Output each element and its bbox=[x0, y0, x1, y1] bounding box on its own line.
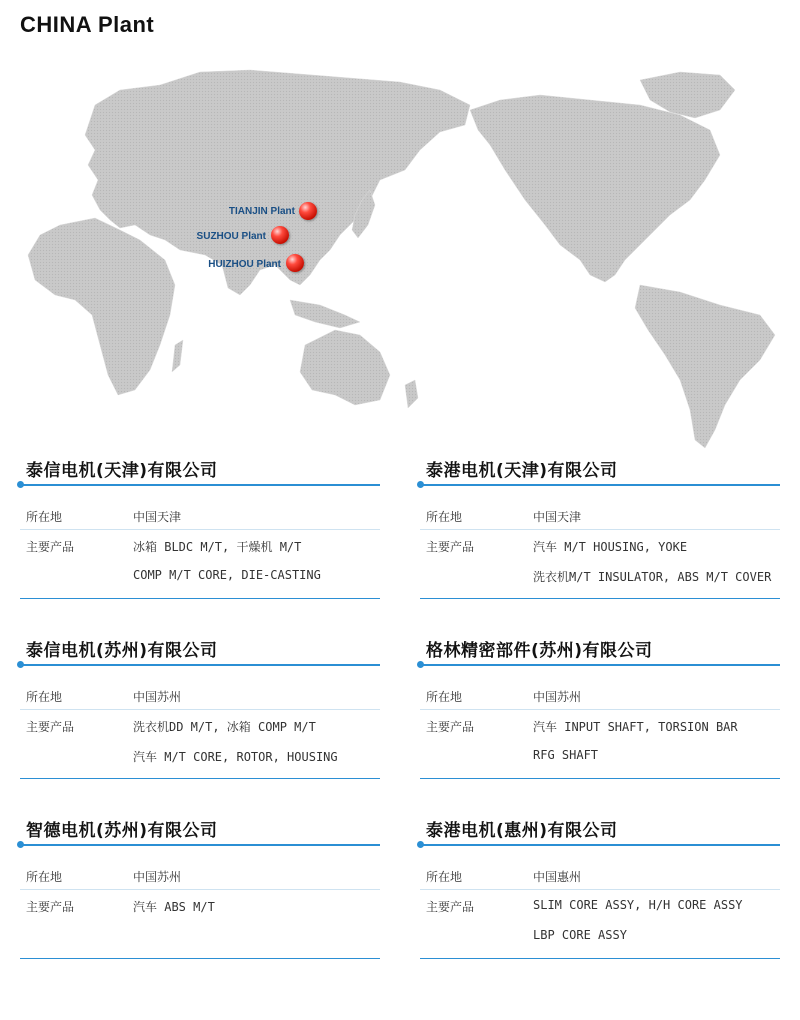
marker-label-huizhou[interactable]: HUIZHOU Plant bbox=[208, 259, 281, 270]
company-name: 格林精密部件(苏州)有限公司 bbox=[426, 641, 653, 661]
company-card bbox=[420, 816, 780, 966]
red-ball-marker-icon[interactable] bbox=[271, 226, 289, 244]
southeast-asia-islands bbox=[290, 300, 360, 328]
red-ball-marker-icon[interactable] bbox=[299, 202, 317, 220]
bullet-dot-icon bbox=[17, 481, 24, 488]
product-line: 汽车 ABS M/T bbox=[133, 900, 215, 914]
products-label: 主要产品 bbox=[426, 540, 475, 554]
south-america-landmass bbox=[635, 285, 775, 448]
product-line: LBP CORE ASSY bbox=[533, 928, 627, 942]
card-divider bbox=[420, 664, 780, 666]
card-bottom-line bbox=[420, 778, 780, 779]
north-america-landmass bbox=[470, 95, 720, 282]
location-label: 所在地 bbox=[26, 690, 63, 704]
location-label: 所在地 bbox=[26, 510, 63, 524]
world-map bbox=[0, 60, 800, 460]
row-separator bbox=[20, 709, 380, 710]
madagascar-landmass bbox=[172, 340, 183, 372]
location-label: 所在地 bbox=[426, 510, 463, 524]
location-value: 中国惠州 bbox=[533, 870, 582, 884]
bullet-dot-icon bbox=[17, 841, 24, 848]
location-label: 所在地 bbox=[426, 870, 463, 884]
card-divider bbox=[20, 484, 380, 486]
products-label: 主要产品 bbox=[426, 720, 475, 734]
row-separator bbox=[420, 889, 780, 890]
location-value: 中国苏州 bbox=[533, 690, 582, 704]
card-bottom-line bbox=[420, 958, 780, 959]
location-label: 所在地 bbox=[426, 690, 463, 704]
card-bottom-line bbox=[20, 778, 380, 779]
world-map-graphic bbox=[0, 60, 800, 460]
card-bottom-line bbox=[420, 598, 780, 599]
product-line: 冰箱 BLDC M/T, 干燥机 M/T bbox=[133, 540, 302, 554]
australia-landmass bbox=[300, 330, 390, 405]
location-value: 中国天津 bbox=[133, 510, 182, 524]
marker-label-suzhou[interactable]: SUZHOU Plant bbox=[196, 231, 266, 242]
company-name: 泰港电机(惠州)有限公司 bbox=[426, 821, 618, 841]
row-separator bbox=[20, 529, 380, 530]
company-card bbox=[20, 636, 380, 786]
product-line: 汽车 INPUT SHAFT, TORSION BAR bbox=[533, 720, 738, 734]
row-separator bbox=[420, 709, 780, 710]
company-card bbox=[420, 636, 780, 786]
card-divider bbox=[420, 844, 780, 846]
bullet-dot-icon bbox=[417, 841, 424, 848]
products-label: 主要产品 bbox=[26, 900, 75, 914]
products-label: 主要产品 bbox=[26, 540, 75, 554]
page-title: CHINA Plant bbox=[20, 12, 155, 37]
company-card bbox=[20, 456, 380, 606]
company-card bbox=[420, 456, 780, 606]
company-name: 智德电机(苏州)有限公司 bbox=[26, 821, 218, 841]
card-divider bbox=[420, 484, 780, 486]
card-divider bbox=[20, 844, 380, 846]
company-name: 泰港电机(天津)有限公司 bbox=[426, 461, 618, 481]
products-label: 主要产品 bbox=[426, 900, 475, 914]
product-line: RFG SHAFT bbox=[533, 748, 599, 762]
location-value: 中国天津 bbox=[533, 510, 582, 524]
product-line: SLIM CORE ASSY, H/H CORE ASSY bbox=[533, 898, 743, 912]
company-card bbox=[20, 816, 380, 966]
bullet-dot-icon bbox=[417, 481, 424, 488]
location-label: 所在地 bbox=[26, 870, 63, 884]
card-bottom-line bbox=[20, 598, 380, 599]
product-line: 洗衣机DD M/T, 冰箱 COMP M/T bbox=[133, 720, 316, 734]
location-value: 中国苏州 bbox=[133, 870, 182, 884]
bullet-dot-icon bbox=[17, 661, 24, 668]
card-bottom-line bbox=[20, 958, 380, 959]
company-name: 泰信电机(苏州)有限公司 bbox=[26, 641, 218, 661]
product-line: 汽车 M/T HOUSING, YOKE bbox=[533, 540, 688, 554]
card-divider bbox=[20, 664, 380, 666]
red-ball-marker-icon[interactable] bbox=[286, 254, 304, 272]
product-line: 汽车 M/T CORE, ROTOR, HOUSING bbox=[133, 750, 338, 764]
location-value: 中国苏州 bbox=[133, 690, 182, 704]
product-line: COMP M/T CORE, DIE-CASTING bbox=[133, 568, 321, 582]
product-line: 洗衣机M/T INSULATOR, ABS M/T COVER bbox=[533, 570, 772, 584]
row-separator bbox=[420, 529, 780, 530]
marker-label-tianjin[interactable]: TIANJIN Plant bbox=[228, 206, 295, 217]
bullet-dot-icon bbox=[417, 661, 424, 668]
new-zealand-landmass bbox=[405, 380, 418, 408]
row-separator bbox=[20, 889, 380, 890]
africa-landmass bbox=[28, 218, 175, 395]
company-name: 泰信电机(天津)有限公司 bbox=[26, 461, 218, 481]
products-label: 主要产品 bbox=[26, 720, 75, 734]
